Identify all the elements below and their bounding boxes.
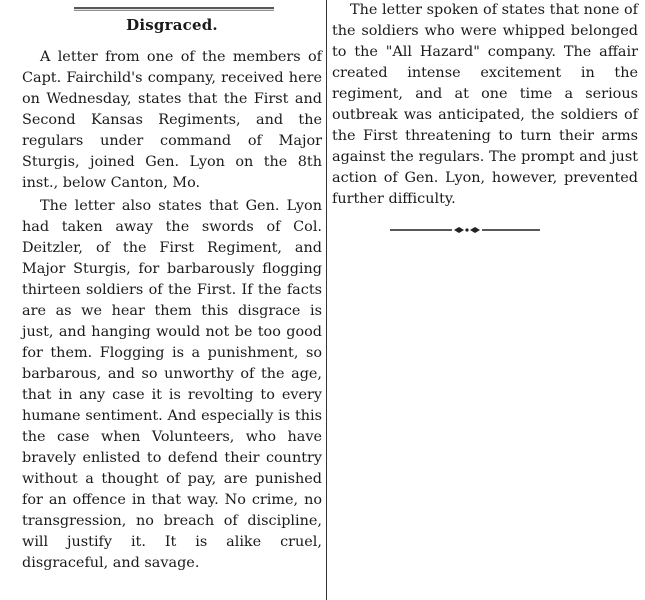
article-paragraph-1: A letter from one of the members of Capt. Fairchild's company, received here on Wednesday, states that the First and Second Kansas Regiments, and the regulars under command of Major Sturgis, joined Gen. Lyon on the 8th inst., below Canton, Mo. <box>22 49 322 191</box>
article-paragraph-3: The letter spoken of states that none of the soldiers who were whipped belonged to the "All Hazard" company. The affair created intense excitement in the regiment, and at one time a serious outbreak was anticipated, the soldiers of the First threatening to turn their arms against the regulars. The prompt and just action of Gen. Lyon, however, prevented further difficulty. <box>332 2 638 207</box>
end-ornament-rule <box>390 225 540 235</box>
headline-ornament-rule <box>74 4 274 12</box>
article-headline: Disgraced. <box>126 16 218 34</box>
article-paragraph-2: The letter also states that Gen. Lyon had taken away the swords of Col. Deitzler, of the First Regiment, and Major Sturgis, for barbarously flogging thirteen soldiers of the First. If the facts are as we hear them this disgrace is just, and hanging would not be too good for them. Flogging is a punishment, so barbarous, and so unworthy of the age, that in any case it is revolting to every humane sentiment. And especially is this the case when Volunteers, who have bravely enlisted to defend their country without a thought of pay, are punished for an offence in that way. No crime, no transgression, no breach of discipline, will justify it. It is alike cruel, disgraceful, and savage. <box>22 198 322 571</box>
column-divider <box>326 0 327 600</box>
